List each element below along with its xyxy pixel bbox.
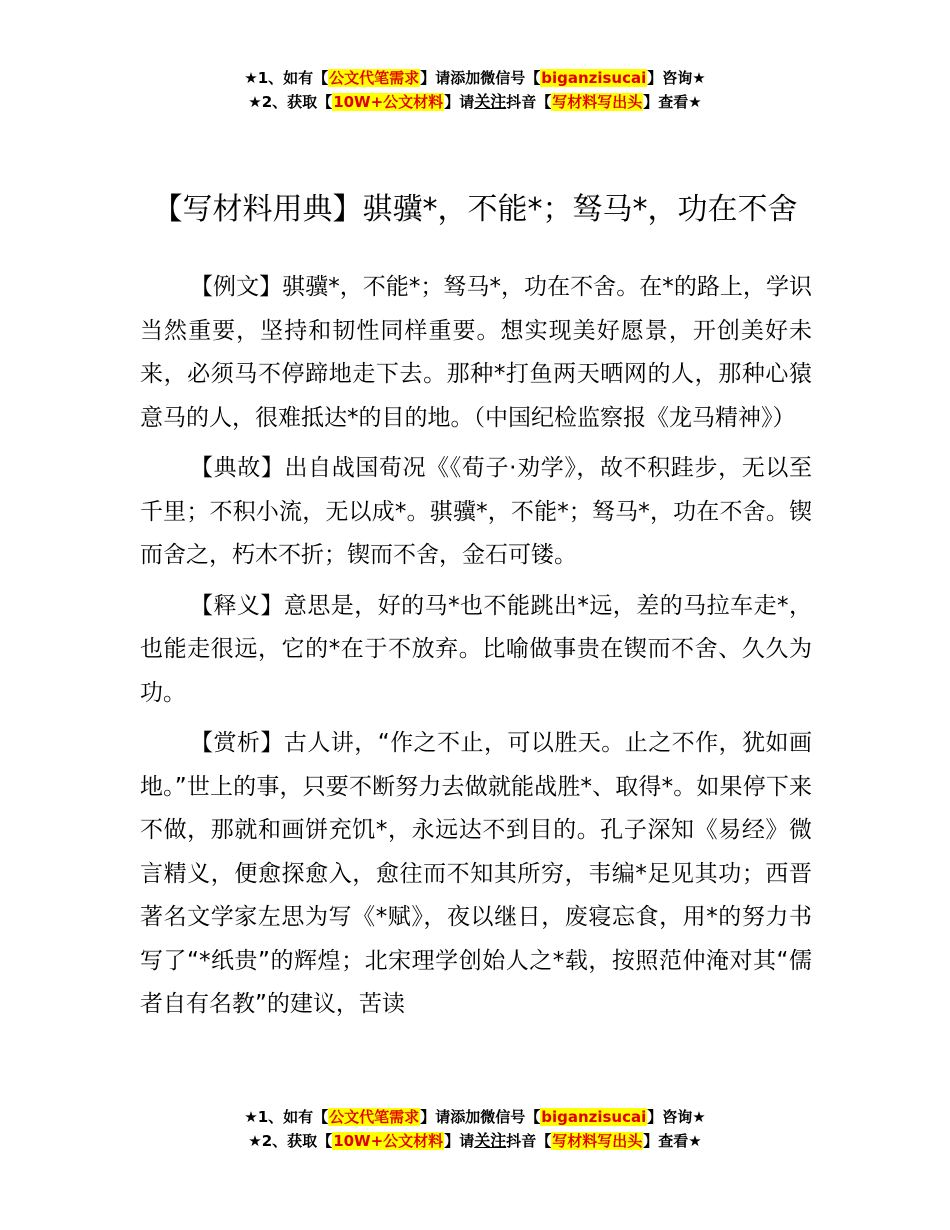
footer-highlight-douyin: 写材料写出头 [552, 1132, 643, 1150]
footer-highlight-wechat-id: biganzisucai [541, 1108, 647, 1126]
footer-line-1-text-e: 】咨询★ [647, 1108, 706, 1126]
header-line-2-text-e: 抖音【 [506, 93, 552, 111]
footer-underlined-follow: 关注 [474, 1131, 507, 1150]
header-line-1-text-c: 】请添加微信号【 [420, 69, 541, 87]
header-line-1-text-e: 】咨询★ [647, 69, 706, 87]
footer-highlight-materials: 10W+公文材料 [333, 1132, 444, 1150]
footer-line-2-text-e: 抖音【 [506, 1132, 552, 1150]
footer-line-2-text-g: 】查看★ [643, 1132, 702, 1150]
footer-line-2-text-c: 】请 [444, 1132, 475, 1150]
header-highlight-wechat-id: biganzisucai [541, 69, 647, 87]
page-title: 【写材料用典】骐骥*，不能*；驽马*，功在不舍 [152, 192, 798, 228]
footer-line-1-text-a: ★1、如有【 [244, 1108, 329, 1126]
paragraph-allusion: 【典故】出自战国荀况《《荀子·劝学》，故不积跬步，无以至千里；不积小流，无以成*。骐骥*，不能*；驽马*，功在不舍。锲而舍之，朽木不折；锲而不舍，金石可镂。 [140, 455, 812, 568]
footer-highlight-ghostwriting: 公文代笔需求 [329, 1108, 420, 1126]
header-line-2-text-g: 】查看★ [643, 93, 702, 111]
header-line-1 [0, 67, 950, 90]
footer-banner [0, 1106, 950, 1153]
footer-line-1-text-c: 】请添加微信号【 [420, 1108, 541, 1126]
paragraph-meaning: 【释义】意思是，好的马*也不能跳出*远，差的马拉车走*，也能走很远，它的*在于不放弃。比喻做事贵在锲而不舍、久久为功。 [140, 592, 812, 706]
header-highlight-materials: 10W+公文材料 [333, 93, 444, 111]
header-highlight-douyin: 写材料写出头 [552, 93, 643, 111]
header-line-2-text-c: 】请 [444, 93, 475, 111]
header-line-2-text-a: ★2、获取【 [248, 93, 333, 111]
header-highlight-ghostwriting: 公文代笔需求 [329, 69, 420, 87]
footer-line-2 [0, 1129, 950, 1153]
header-banner [0, 67, 950, 114]
footer-line-2-text-a: ★2、获取【 [248, 1132, 333, 1150]
footer-line-1 [0, 1106, 950, 1129]
header-line-1-text-a: ★1、如有【 [244, 69, 329, 87]
document-body [140, 266, 812, 1034]
paragraph-example: 【例文】骐骥*，不能*；驽马*，功在不舍。在*的路上，学识当然重要，坚持和韧性同样重要。想实现美好愿景，开创美好未来，必须马不停蹄地走下去。那种*打鱼两天晒网的人，那种心猿意马的人，很难抵达*的目的地。（中国纪检监察报《龙马精神》） [140, 274, 812, 431]
header-line-2 [0, 90, 950, 114]
header-underlined-follow: 关注 [474, 92, 507, 111]
paragraph-appreciation: 【赏析】古人讲，“作之不止，可以胜天。止之不作，犹如画地。”世上的事，只要不断努力去做就能战胜*、取得*。如果停下来不做，那就和画饼充饥*，永远达不到目的。孔子深知《易经》微言精义，便愈探愈入，愈往而不知其所穷，韦编*足见其功；西晋著名文学家左思为写《*赋》，夜以继日，废寝忘食，用*的努力书写了“*纸贵”的辉煌；北宋理学创始人之*载，按照范仲淹对其“儒者自有名教”的建议，苦读 [140, 730, 812, 1017]
